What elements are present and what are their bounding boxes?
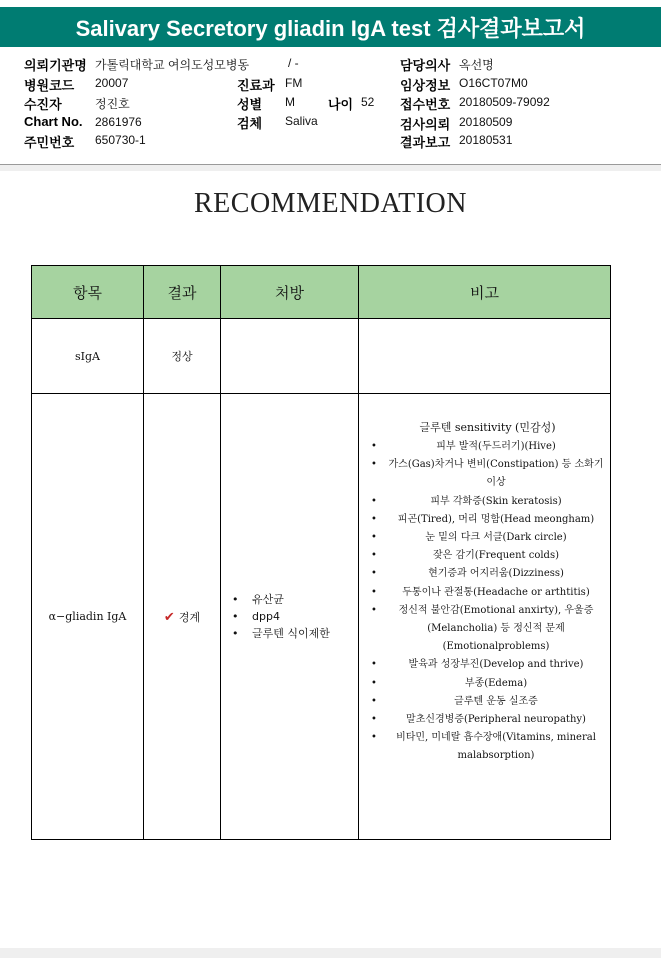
list-item: • dpp4 [232, 608, 357, 625]
list-item: • 눈 밑의 다크 서클(Dark circle) [369, 529, 606, 547]
section-divider [0, 165, 661, 171]
department-label: 진료과 [237, 78, 275, 93]
doctor-label: 담당의사 [400, 58, 451, 73]
patient-label: 수진자 [24, 97, 62, 112]
result-cell: 정상 [144, 319, 221, 394]
prescription-list [222, 591, 357, 642]
header-notes: 비고 [359, 266, 611, 319]
receipt-no-label: 접수번호 [400, 97, 451, 112]
request-date-label: 검사의뢰 [400, 117, 451, 132]
list-item: • 현기증과 어지러움(Dizziness) [369, 565, 606, 583]
clinical-info-label: 임상정보 [400, 78, 451, 93]
clinical-info-value: O16CT07M0 [459, 76, 528, 90]
list-item: • 부종(Edema) [369, 675, 606, 693]
item-cell: α−gliadin IgA [32, 394, 144, 840]
report-date-value: 20180531 [459, 133, 513, 147]
list-item: • 말초신경병증(Peripheral neuropathy) [369, 711, 606, 729]
bottom-band [0, 948, 661, 958]
report-title: Salivary Secretory gliadin IgA test 검사결과보고서 [0, 7, 661, 47]
specimen-label: 검체 [237, 116, 263, 131]
list-item: • 비타민, 미네랄 흡수장애(Vitamins, mineral malabsorption) [369, 729, 606, 765]
hospital-code-label: 병원코드 [24, 78, 75, 93]
hospital-code-value: 20007 [95, 76, 129, 90]
table-row [32, 319, 611, 394]
id-no-value: 650730-1 [95, 133, 146, 147]
list-item: • 발육과 성장부진(Develop and thrive) [369, 656, 606, 674]
list-item: • 글루텐 운동 실조증 [369, 693, 606, 711]
institution-value: 가톨릭대학교 여의도성모병동 [95, 58, 250, 72]
prescription-cell [221, 394, 359, 840]
notes-title: 글루텐 sensitivity (민감성) [419, 421, 556, 434]
result-cell [144, 394, 221, 840]
list-item: • 잦은 감기(Frequent colds) [369, 547, 606, 565]
chart-no-value: 2861976 [95, 115, 142, 129]
chart-no-label: Chart No. [24, 114, 83, 129]
id-no-label: 주민번호 [24, 135, 75, 150]
list-item: • 두통이나 관절통(Headache or arthtitis) [369, 584, 606, 602]
report-date-label: 결과보고 [400, 135, 451, 150]
institution-label: 의뢰기관명 [24, 58, 87, 73]
list-item: • 유산균 [232, 591, 357, 608]
list-item: • 피곤(Tired), 머리 멍함(Head meongham) [369, 511, 606, 529]
sex-value: M [285, 95, 295, 109]
patient-value: 정진호 [95, 97, 130, 111]
list-item: • 글루텐 식이제한 [232, 625, 357, 642]
notes-cell [359, 319, 611, 394]
table-row [32, 394, 611, 840]
sex-label: 성별 [237, 97, 263, 112]
prescription-cell [221, 319, 359, 394]
recommendation-heading: RECOMMENDATION [194, 188, 467, 219]
doctor-value: 옥선명 [459, 58, 494, 72]
header-result: 결과 [144, 266, 221, 319]
notes-cell [359, 394, 611, 840]
checkmark-icon: ✔ [163, 609, 175, 625]
item-cell: sIgA [32, 319, 144, 394]
specimen-value: Saliva [285, 114, 318, 128]
list-item: • 정신적 불안감(Emotional anxirty), 우울증(Melancholia) 등 정신적 문제(Emotionalproblems) [369, 602, 606, 657]
request-date-value: 20180509 [459, 115, 513, 129]
result-value: 경계 [178, 610, 201, 624]
symptom-list [369, 438, 606, 766]
header-prescription: 처방 [221, 266, 359, 319]
recommendation-table [31, 265, 611, 840]
header-item: 항목 [32, 266, 144, 319]
age-value: 52 [361, 95, 375, 109]
receipt-no-value: 20180509-79092 [459, 95, 550, 109]
list-item: • 가스(Gas)차거나 변비(Constipation) 등 소화기 이상 [369, 456, 606, 492]
table-header-row [32, 266, 611, 319]
institution-ward-value: / - [288, 56, 299, 70]
list-item: • 피부 각화증(Skin keratosis) [369, 493, 606, 511]
age-label: 나이 [328, 97, 354, 112]
list-item: • 피부 발적(두드러기)(Hive) [369, 438, 606, 456]
department-value: FM [285, 76, 303, 90]
patient-info-panel [0, 48, 661, 165]
